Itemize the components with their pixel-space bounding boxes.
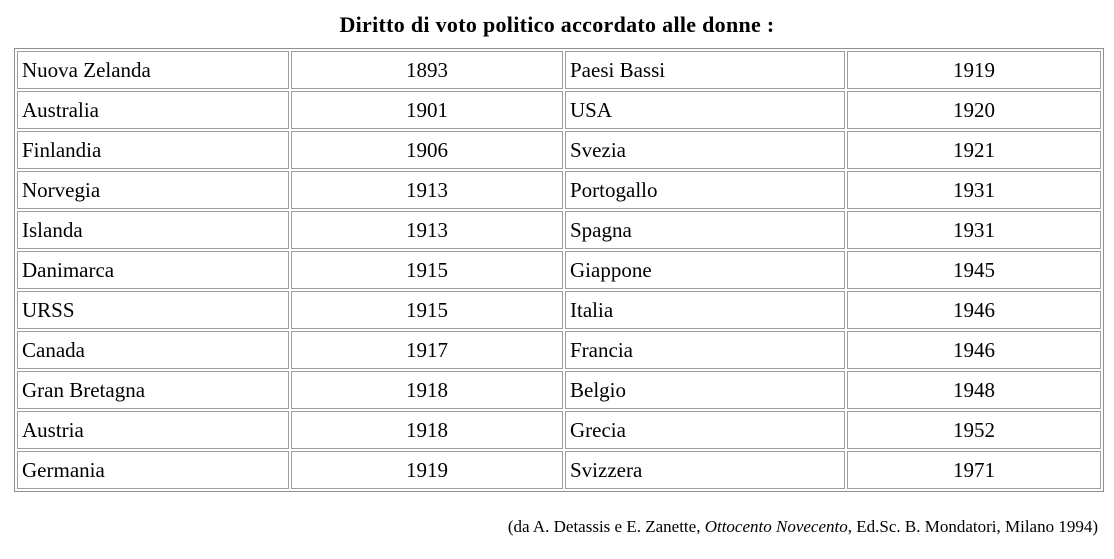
year-cell: 1919 (847, 51, 1101, 89)
year-cell: 1946 (847, 331, 1101, 369)
year-cell: 1913 (291, 211, 563, 249)
table-row (17, 331, 1101, 369)
year-cell: 1931 (847, 171, 1101, 209)
table-row (17, 251, 1101, 289)
country-cell: Italia (565, 291, 845, 329)
year-cell: 1913 (291, 171, 563, 209)
table-row (17, 91, 1101, 129)
country-cell: Austria (17, 411, 289, 449)
year-cell: 1915 (291, 251, 563, 289)
year-cell: 1893 (291, 51, 563, 89)
country-cell: Portogallo (565, 171, 845, 209)
year-cell: 1918 (291, 411, 563, 449)
country-cell: Spagna (565, 211, 845, 249)
year-cell: 1946 (847, 291, 1101, 329)
country-cell: Nuova Zelanda (17, 51, 289, 89)
year-cell: 1971 (847, 451, 1101, 489)
year-cell: 1906 (291, 131, 563, 169)
country-cell: Norvegia (17, 171, 289, 209)
country-cell: Germania (17, 451, 289, 489)
country-cell: Svizzera (565, 451, 845, 489)
country-cell: Australia (17, 91, 289, 129)
country-cell: Francia (565, 331, 845, 369)
country-cell: URSS (17, 291, 289, 329)
table-row (17, 291, 1101, 329)
year-cell: 1920 (847, 91, 1101, 129)
table-row (17, 371, 1101, 409)
table-row (17, 211, 1101, 249)
year-cell: 1917 (291, 331, 563, 369)
country-cell: Danimarca (17, 251, 289, 289)
cited-work-title: Ottocento Novecento (704, 517, 848, 536)
page-title: Diritto di voto politico accordato alle donne : (339, 12, 775, 37)
country-cell: Gran Bretagna (17, 371, 289, 409)
country-cell: Islanda (17, 211, 289, 249)
year-cell: 1931 (847, 211, 1101, 249)
year-cell: 1919 (291, 451, 563, 489)
table-row (17, 411, 1101, 449)
year-cell: 1918 (291, 371, 563, 409)
year-cell: 1901 (291, 91, 563, 129)
citation-suffix: , Ed.Sc. B. Mondatori, Milano 1994) (847, 517, 1098, 536)
country-cell: USA (565, 91, 845, 129)
country-cell: Svezia (565, 131, 845, 169)
table-row (17, 171, 1101, 209)
year-cell: 1915 (291, 291, 563, 329)
table-row (17, 451, 1101, 489)
year-cell: 1945 (847, 251, 1101, 289)
year-cell: 1921 (847, 131, 1101, 169)
table-row (17, 131, 1101, 169)
country-cell: Canada (17, 331, 289, 369)
year-cell: 1948 (847, 371, 1101, 409)
country-cell: Giappone (565, 251, 845, 289)
country-cell: Finlandia (17, 131, 289, 169)
document-page (0, 12, 1114, 559)
citation-prefix: (da A. Detassis e E. Zanette, (507, 517, 705, 536)
womens-suffrage-table (14, 48, 1104, 492)
year-cell: 1952 (847, 411, 1101, 449)
table-row (17, 51, 1101, 89)
country-cell: Paesi Bassi (565, 51, 845, 89)
country-cell: Belgio (565, 371, 845, 409)
country-cell: Grecia (565, 411, 845, 449)
source-citation (0, 517, 1114, 537)
